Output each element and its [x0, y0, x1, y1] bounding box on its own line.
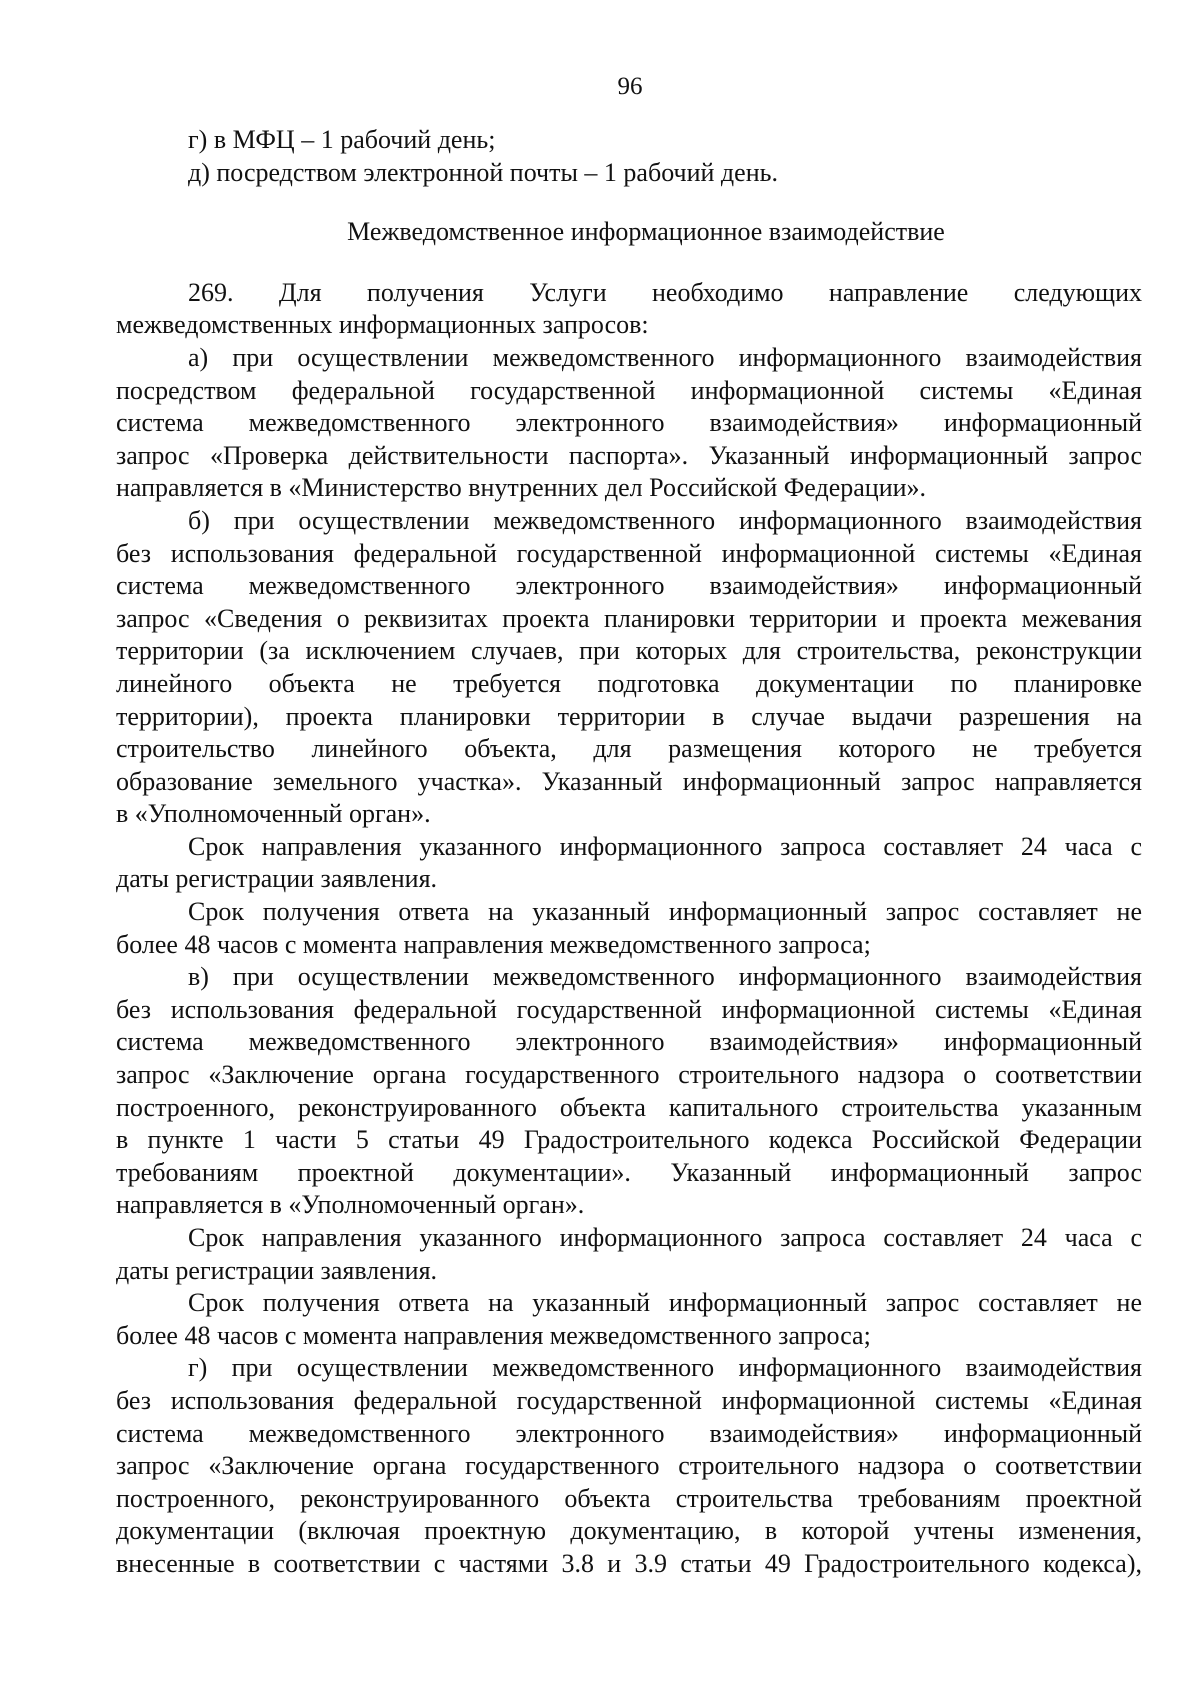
text-line: б) при осуществлении межведомственного информационного взаимодействия [188, 505, 1142, 535]
text-line: территории (за исключением случаев, при которых для строительства, реконструкции [116, 636, 1142, 666]
text-line: территории), проекта планировки территории в случае выдачи разрешения на [116, 701, 1142, 731]
text-line: система межведомственного электронного взаимодействия» информационный [116, 1027, 1142, 1057]
list-item: г) в МФЦ – 1 рабочий день; [188, 125, 496, 154]
text-line: 269. Для получения Услуги необходимо направление следующих [188, 277, 1142, 307]
text-line: запрос «Проверка действительности паспорта». Указанный информационный запрос [116, 440, 1142, 470]
text-line: система межведомственного электронного взаимодействия» информационный [116, 571, 1142, 601]
text-line: система межведомственного электронного взаимодействия» информационный [116, 1418, 1142, 1448]
text-line: без использования федеральной государственной информационной системы «Единая [116, 994, 1142, 1024]
text-line: запрос «Заключение органа государственного строительного надзора о соответствии [116, 1060, 1142, 1090]
text-line: построенного, реконструированного объекта строительства требованиям проектной [116, 1483, 1142, 1513]
text-line: в пункте 1 части 5 статьи 49 Градостроительного кодекса Российской Федерации [116, 1125, 1142, 1155]
text-line: направляется в «Уполномоченный орган». [116, 1190, 585, 1220]
text-line: запрос «Заключение органа государственного строительного надзора о соответствии [116, 1451, 1142, 1481]
text-line: без использования федеральной государственной информационной системы «Единая [116, 538, 1142, 568]
page-number: 96 [617, 73, 643, 100]
text-line: Срок получения ответа на указанный информационный запрос составляет не [188, 897, 1142, 927]
text-line: г) при осуществлении межведомственного информационного взаимодействия [188, 1353, 1142, 1383]
text-line: внесенные в соответствии с частями 3.8 и 3.9 статьи 49 Градостроительного кодекса), [116, 1548, 1142, 1578]
text-line: построенного, реконструированного объекта капитального строительства указанным [116, 1092, 1142, 1122]
text-line: линейного объекта не требуется подготовка документации по планировке [116, 668, 1142, 698]
text-line: направляется в «Министерство внутренних дел Российской Федерации». [116, 473, 927, 503]
text-line: система межведомственного электронного взаимодействия» информационный [116, 408, 1142, 438]
text-line: более 48 часов с момента направления межведомственного запроса; [116, 1320, 871, 1350]
body-text [116, 277, 1142, 1581]
text-line: даты регистрации заявления. [116, 864, 438, 894]
text-line: более 48 часов с момента направления межведомственного запроса; [116, 929, 871, 959]
page-content [116, 124, 1142, 1581]
text-line: в «Уполномоченный орган». [116, 799, 431, 829]
list-item: д) посредством электронной почты – 1 рабочий день. [188, 157, 778, 187]
text-line: требованиям проектной документации». Указанный информационный запрос [116, 1157, 1142, 1187]
text-line: межведомственных информационных запросов: [116, 310, 649, 340]
text-line: а) при осуществлении межведомственного информационного взаимодействия [188, 342, 1142, 372]
text-line: строительство линейного объекта, для размещения которого не требуется [116, 734, 1142, 764]
text-line: запрос «Сведения о реквизитах проекта планировки территории и проекта межевания [116, 603, 1142, 633]
text-line: даты регистрации заявления. [116, 1255, 438, 1285]
text-line: Срок направления указанного информационного запроса составляет 24 часа с [188, 1223, 1142, 1252]
section-heading: Межведомственное информационное взаимодействие [347, 217, 945, 247]
text-line: в) при осуществлении межведомственного информационного взаимодействия [188, 962, 1142, 992]
text-line: образование земельного участка». Указанный информационный запрос направляется [116, 766, 1142, 796]
text-line: посредством федеральной государственной информационной системы «Единая [116, 375, 1142, 405]
text-line: Срок направления указанного информационного запроса составляет 24 часа с [188, 831, 1142, 861]
text-line: документации (включая проектную документацию, в которой учтены изменения, [116, 1516, 1142, 1546]
top-list [116, 124, 1142, 189]
text-line: без использования федеральной государственной информационной системы «Единая [116, 1385, 1142, 1415]
text-line: Срок получения ответа на указанный информационный запрос составляет не [188, 1288, 1142, 1318]
